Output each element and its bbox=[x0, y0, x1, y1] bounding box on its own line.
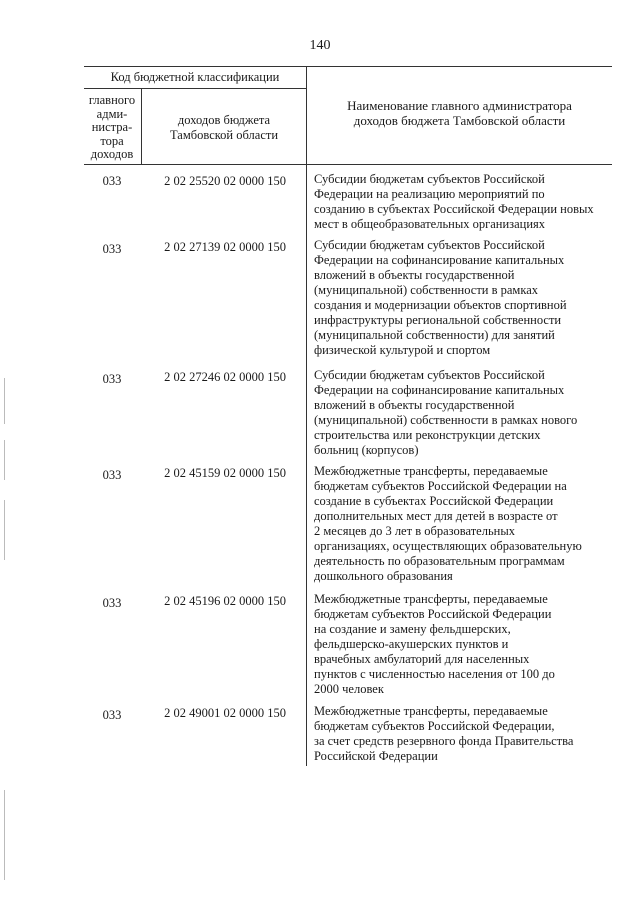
header-group-title: Код бюджетной классификации bbox=[110, 70, 280, 84]
table-top-border bbox=[84, 66, 612, 67]
table-row-admin-code: 033 bbox=[102, 372, 122, 386]
table-row-admin-code: 033 bbox=[102, 468, 122, 482]
table-row-income-code: 2 02 27139 02 0000 150 bbox=[164, 240, 286, 254]
table-row-income-code: 2 02 25520 02 0000 150 bbox=[164, 174, 286, 188]
table-row-income-code: 2 02 27246 02 0000 150 bbox=[164, 370, 286, 384]
header-admin-code: главного адми- нистра- тора доходов bbox=[88, 93, 136, 161]
table-row-name: Межбюджетные трансферты, передаваемые бюджетам субъектов Российской Федерации, за счет средств резервного фонда Правительства Российской Федерации bbox=[314, 704, 574, 763]
table-row-income-code: 2 02 45196 02 0000 150 bbox=[164, 594, 286, 608]
scan-margin-mark bbox=[4, 440, 5, 480]
scan-margin-mark bbox=[4, 378, 5, 424]
table-row-name: Субсидии бюджетам субъектов Российской Федерации на софинансирование капитальных вложений в объекты государственной (муниципальной) собственности в рамках создания и модернизации объектов спортивной инфраструктуры региональной собственности (муниципальной собственности) для занятий физической культурой и спортом bbox=[314, 238, 567, 357]
table-row-admin-code: 033 bbox=[102, 242, 122, 256]
table-row-income-code: 2 02 45159 02 0000 150 bbox=[164, 466, 286, 480]
header-bottom-border bbox=[84, 164, 612, 165]
column-divider-name bbox=[306, 66, 307, 766]
table-row-name: Межбюджетные трансферты, передаваемые бюджетам субъектов Российской Федерации на создание в субъектах Российской Федерации дополнительных мест для детей в возрасте от 2 месяцев до 3 лет в образовательных организациях, осуществляющих образовательную деятельность по образовательным программам дошкольного образования bbox=[314, 464, 582, 583]
header-income-code: доходов бюджета Тамбовской области bbox=[169, 113, 279, 142]
table-row-income-code: 2 02 49001 02 0000 150 bbox=[164, 706, 286, 720]
page-number: 140 bbox=[309, 38, 331, 53]
table-row-admin-code: 033 bbox=[102, 596, 122, 610]
table-row-name: Субсидии бюджетам субъектов Российской Федерации на софинансирование капитальных вложений в объекты государственной (муниципальной) собственности в рамках нового строительства или реконструкции детских больниц (корпусов) bbox=[314, 368, 578, 457]
scan-margin-mark bbox=[4, 500, 5, 560]
table-row-admin-code: 033 bbox=[102, 708, 122, 722]
group-header-divider bbox=[84, 88, 306, 89]
table-row-admin-code: 033 bbox=[102, 174, 122, 188]
scan-margin-mark bbox=[4, 790, 5, 880]
table-row-name: Межбюджетные трансферты, передаваемые бюджетам субъектов Российской Федерации на создание и замену фельдшерских, фельдшерско-акушерских пунктов и врачебных амбулаторий для населенных пунктов с численностью населения от 100 до 2000 человек bbox=[314, 592, 555, 696]
table-row-name: Субсидии бюджетам субъектов Российской Федерации на реализацию мероприятий по созданию в субъектах Российской Федерации новых мест в общеобразовательных организациях bbox=[314, 172, 594, 231]
header-admin-name: Наименование главного администратора доходов бюджета Тамбовской области bbox=[347, 98, 572, 128]
